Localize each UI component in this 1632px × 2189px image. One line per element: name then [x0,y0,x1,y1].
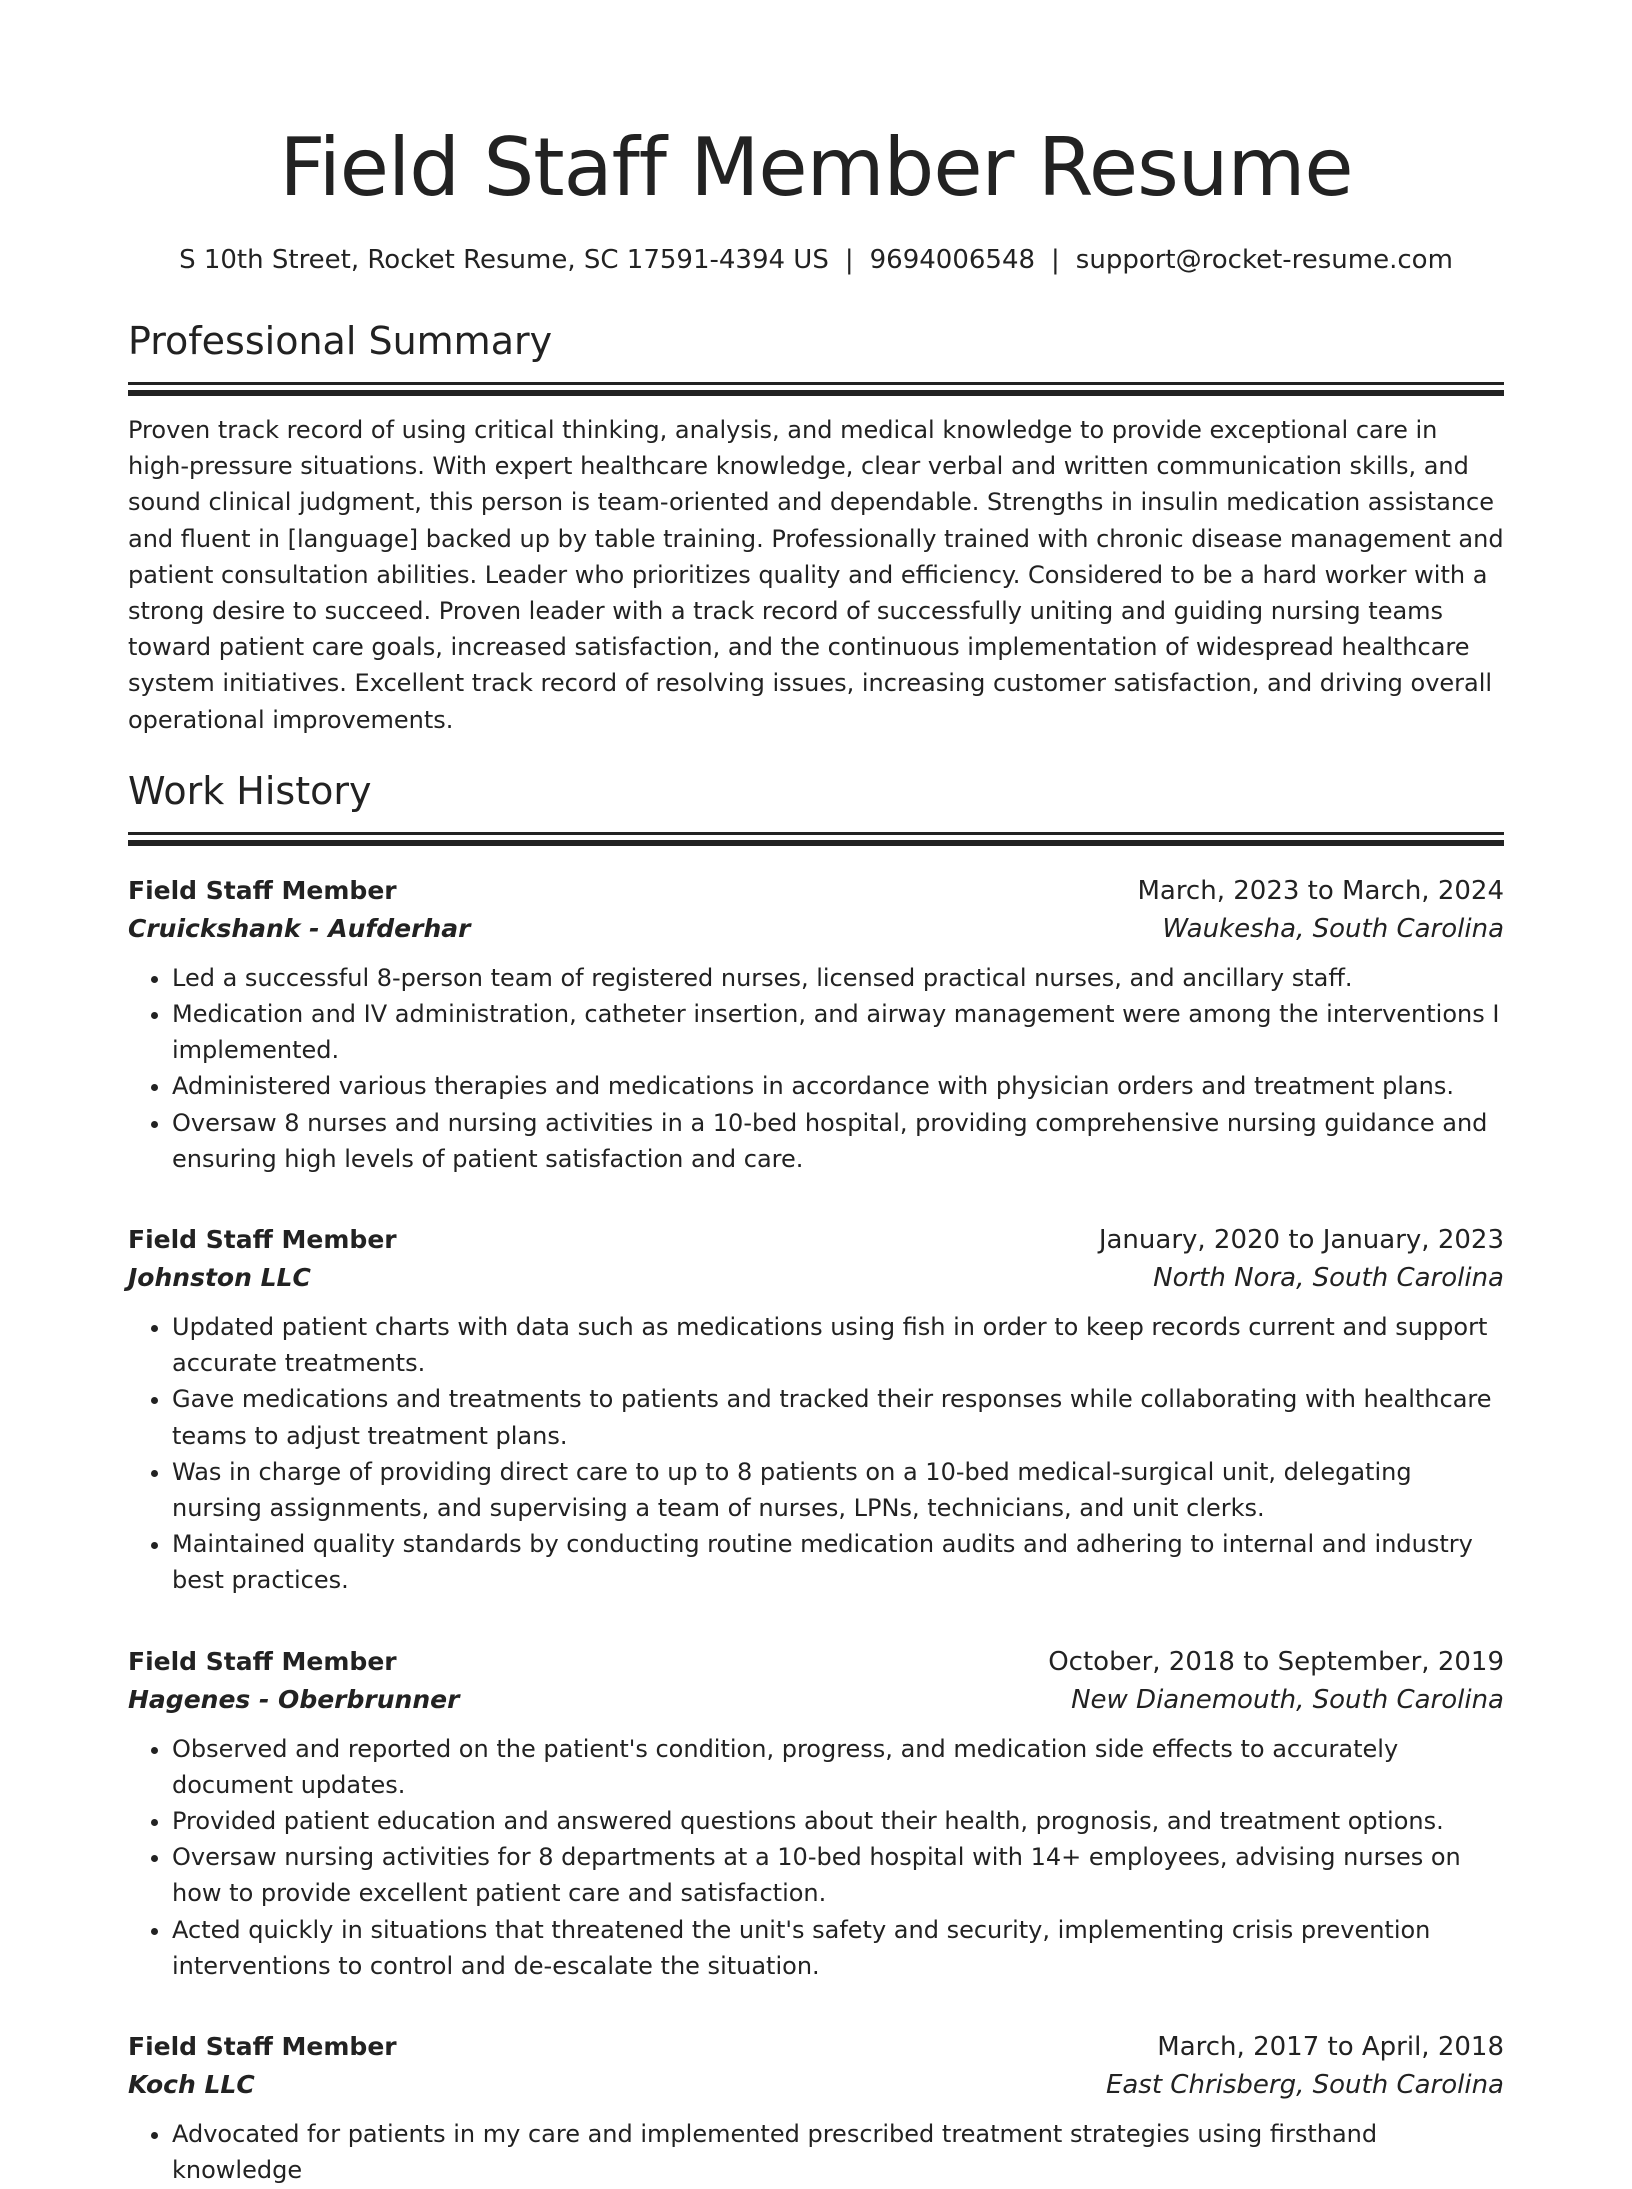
job-entry [128,1643,1504,1984]
job-header-row [128,1221,1504,1259]
work-history-section [128,766,1504,2189]
job-company-row [128,910,1504,948]
job-bullet: • Acted quickly in situations that threatened the unit's safety and security, implementing crisis prevention interventions to control and de-escalate the situation. [172,1912,1504,1984]
job-bullet: • Gave medications and treatments to patients and tracked their responses while collaborating with healthcare teams to adjust treatment plans. [172,1381,1504,1453]
job-bullet: • Was in charge of providing direct care to up to 8 patients on a 10-bed medical-surgical unit, delegating nursing assignments, and supervising a team of nurses, LPNs, technicians, and unit clerks. [172,1454,1504,1526]
job-bullet: • Led a successful 8-person team of registered nurses, licensed practical nurses, and ancillary staff. [172,960,1504,996]
job-title: Field Staff Member [128,1646,397,1676]
job-title: Field Staff Member [128,875,397,905]
contact-separator: | [844,245,854,275]
job-dates: October, 2018 to September, 2019 [1048,1646,1504,1677]
job-entry [128,1221,1504,1599]
job-bullet: • Oversaw nursing activities for 8 departments at a 10-bed hospital with 14+ employees, advising nurses on how to provide excellent patient care and satisfaction. [172,1839,1504,1911]
job-bullets [128,960,1504,1177]
job-company-row [128,1259,1504,1297]
contact-separator: | [1051,245,1060,275]
job-bullet: • Oversaw 8 nurses and nursing activities in a 10-bed hospital, providing comprehensive nursing guidance and ensuring high levels of patient satisfaction and care. [172,1105,1504,1177]
job-header-row [128,1643,1504,1681]
job-bullet: • Administered various therapies and medications in accordance with physician orders and treatment plans. [172,1068,1504,1104]
job-title: Field Staff Member [128,2032,397,2062]
section-rule-thin [128,832,1504,835]
job-title: Field Staff Member [128,1225,397,1255]
section-heading: Work History [128,768,372,813]
job-dates: March, 2023 to March, 2024 [1137,875,1504,906]
job-bullets [128,2116,1504,2188]
job-bullet: • Updated patient charts with data such as medications using fish in order to keep records current and support accurate treatments. [172,1309,1504,1381]
job-company: Johnston LLC [128,1263,311,1293]
job-company-row [128,2066,1504,2104]
job-bullets [128,1731,1504,1984]
job-location: North Nora, South Carolina [1153,1263,1504,1294]
contact-address: S 10th Street, Rocket Resume, SC 17591-4394 US [179,245,829,275]
job-location: Waukesha, South Carolina [1162,913,1504,944]
job-bullet: • Maintained quality standards by conducting routine medication audits and adhering to internal and industry best practices. [172,1526,1504,1598]
job-location: East Chrisberg, South Carolina [1105,2070,1504,2101]
job-bullet: • Medication and IV administration, catheter insertion, and airway management were among the interventions I implemented. [172,996,1504,1068]
resume-title: Field Staff Member Resume [279,121,1353,214]
contact-phone: 9694006548 [869,245,1036,275]
job-dates: January, 2020 to January, 2023 [1098,1225,1504,1256]
job-bullet: • Advocated for patients in my care and implemented prescribed treatment strategies using firsthand knowledge [172,2116,1504,2188]
job-company-row [128,1681,1504,1719]
summary-text: Proven track record of using critical thinking, analysis, and medical knowledge to provide exceptional care in high-pressure situations. With expert healthcare knowledge, clear verbal and written communication skills, and sound clinical judgment, this person is team-oriented and dependable. Strengths in insulin medication assistance and fluent in [language] backed up by table training. Professionally trained with chronic disease management and patient consultation abilities. Leader who prioritizes quality and efficiency. Considered to be a hard worker with a strong desire to succeed. Proven leader with a track record of successfully uniting and guiding nursing teams toward patient care goals, increased satisfaction, and the continuous implementation of widespread healthcare system initiatives. Excellent track record of resolving issues, increasing customer satisfaction, and driving overall operational improvements. [128,416,1504,734]
job-entry [128,2028,1504,2188]
section-heading: Professional Summary [128,319,553,363]
job-company: Koch LLC [128,2070,255,2100]
contact-line [128,242,1504,278]
job-bullets [128,1309,1504,1599]
section-rule-thick [128,840,1504,846]
job-header-row [128,2028,1504,2066]
job-dates: March, 2017 to April, 2018 [1157,2032,1504,2063]
job-bullet: • Observed and reported on the patient's condition, progress, and medication side effects to accurately document updates. [172,1731,1504,1803]
job-header-row [128,872,1504,910]
job-bullet: • Provided patient education and answered questions about their health, prognosis, and treatment options. [172,1803,1504,1839]
job-location: New Dianemouth, South Carolina [1071,1684,1504,1715]
professional-summary-section [128,316,1504,738]
job-company: Cruickshank - Aufderhar [128,913,471,943]
section-rule-thin [128,382,1504,385]
job-entry [128,872,1504,1177]
contact-email: support@rocket-resume.com [1075,245,1453,275]
job-company: Hagenes - Oberbrunner [128,1684,460,1714]
section-rule-thick [128,390,1504,396]
